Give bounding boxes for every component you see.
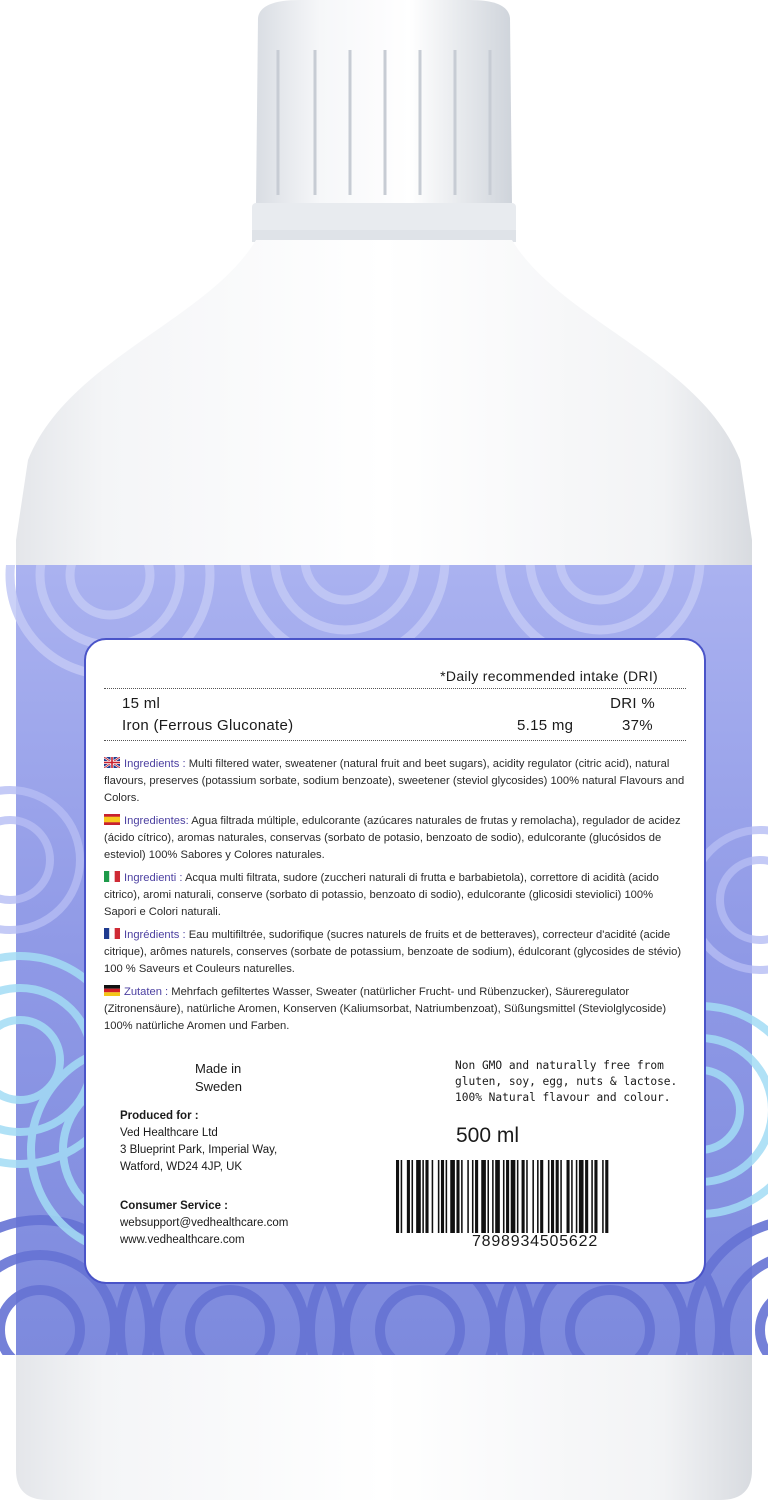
nutrient-amount: 5.15 mg	[517, 717, 574, 734]
nutrient-dri: 37%	[622, 717, 653, 734]
volume: 500 ml	[456, 1124, 520, 1147]
ingredients-italian: Ingredienti : Acqua multi filtrata, sudore (zuccheri naturali di frutta e barbabietola), correttore di acidità (acido citrico), aromi naturali, conserve (sorbato di potassio, benzoato di sodio), edulcorante (glicosidi steviolici) 100% Sapori e Colori naturali.	[104, 872, 659, 918]
dri-header: DRI %	[610, 695, 655, 712]
ingredients-english: Ingredients : Multi filtered water, sweatener (natural fruit and beet sugars), acidity regulator (citric acid), natural flavours, preserves (potassium sorbate, sodium benzoate), sweetener (steviol glycosides) 100% natural Flavours and Colors.	[104, 758, 685, 804]
ingredients-spanish: Ingredientes: Agua filtrada múltiple, edulcorante (azúcares naturales de frutas y remolacha), regulador de acidez (ácido cítrico), aromas naturales, conservas (sorbato de potasio, benzoato de sodio), edulcorante (glucósidos de esteviol) 100% Sabores y Colores naturales.	[104, 815, 681, 861]
uk-flag-icon	[104, 757, 120, 768]
website: www.vedhealthcare.com	[120, 1234, 245, 1246]
product-claims: Non GMO and naturally free from gluten, soy, egg, nuts & lactose. 100% Natural flavour and colour.	[455, 1059, 678, 1104]
ingredients-french: Ingrédients : Eau multifiltrée, sudorifique (sucres naturels de fruits et de betteraves), correcteur d'acidité (acide citrique), arômes naturels, conserves (sorbate de potassium, benzoate de sodium), édulcorant (glycosides de stévio) 100 % Saveurs et Couleurs naturelles.	[104, 929, 682, 975]
address-line-2: Watford, WD24 4JP, UK	[120, 1161, 243, 1173]
italy-flag-icon	[104, 871, 120, 882]
germany-flag-icon	[104, 985, 120, 996]
consumer-service-heading: Consumer Service :	[120, 1200, 229, 1212]
ingredients-german: Zutaten : Mehrfach gefiltertes Wasser, Sweater (natürlicher Frucht- und Rübenzucker), Säureregulator (Zitronensäure), natürliche Aromen, Konserven (Kaliumsorbat, Natriumbenzoat), Süßungsmittel (Steviolglycoside) 100% natürliche Aromen und Farben.	[104, 986, 667, 1032]
produced-for-heading: Produced for :	[120, 1110, 199, 1122]
barcode-number: 7898934505622	[392, 1233, 678, 1251]
serving-size: 15 ml	[122, 695, 161, 712]
support-email: websupport@vedhealthcare.com	[120, 1217, 289, 1229]
company-name: Ved Healthcare Ltd	[120, 1127, 218, 1139]
france-flag-icon	[104, 928, 120, 939]
divider	[104, 688, 686, 689]
dri-note: *Daily recommended intake (DRI)	[440, 668, 658, 684]
spain-flag-icon	[104, 814, 120, 825]
address-line-1: 3 Blueprint Park, Imperial Way,	[120, 1144, 278, 1156]
made-in-sweden: Made in Sweden	[195, 1061, 242, 1094]
divider	[104, 740, 686, 741]
nutrient-name: Iron (Ferrous Gluconate)	[122, 717, 294, 734]
